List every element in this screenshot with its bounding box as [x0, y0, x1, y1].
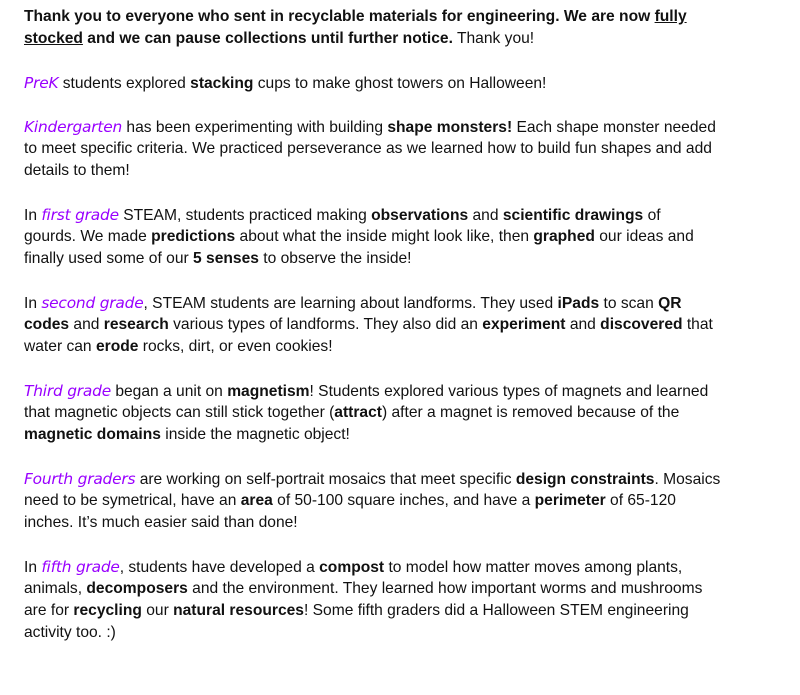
newsletter-body	[24, 6, 776, 644]
text-run: Each shape monster needed	[512, 119, 716, 136]
text-run: fully	[654, 8, 687, 25]
paragraph-prek	[24, 72, 776, 94]
text-run: area	[240, 492, 273, 509]
text-run: that	[682, 316, 713, 333]
text-run: compost	[319, 559, 385, 576]
text-run: experiment	[482, 316, 566, 333]
text-run: to scan	[599, 295, 659, 312]
text-run: graphed	[533, 228, 595, 245]
paragraph-fourth-grade	[24, 468, 776, 534]
text-run: and	[565, 316, 601, 333]
text-line	[24, 204, 776, 226]
text-run: to observe the inside!	[258, 250, 412, 267]
text-run: . Mosaics	[654, 471, 721, 488]
text-line	[24, 490, 776, 512]
text-run: inside the magnetic object!	[160, 426, 350, 443]
text-run: are working on self-portrait mosaics that meet specific	[135, 471, 516, 488]
text-run: of 65-120	[605, 492, 676, 509]
text-line	[24, 160, 776, 182]
text-run: ! Some fifth graders did a Halloween STEM engineering	[303, 602, 689, 619]
text-run: began a unit on	[111, 383, 228, 400]
text-run: students explored	[58, 75, 191, 92]
text-line	[24, 600, 776, 622]
text-run: , STEAM students are learning about landforms. They used	[143, 295, 558, 312]
text-line	[24, 6, 776, 28]
paragraph-third-grade	[24, 380, 776, 446]
grade-label: first grade	[41, 206, 119, 224]
text-run: animals,	[24, 580, 87, 597]
text-run: ! Students explored various types of magnets and learned	[309, 383, 709, 400]
text-run: recycling	[73, 602, 142, 619]
text-run: to meet specific criteria. We practiced perseverance as we learned how to build fun shapes and add	[24, 140, 712, 157]
text-run: finally used some of our	[24, 250, 194, 267]
text-line	[24, 556, 776, 578]
text-line	[24, 248, 776, 270]
grade-label: fifth grade	[41, 558, 120, 576]
text-run: magnetism	[227, 383, 310, 400]
text-run: STEAM, students practiced making	[118, 207, 372, 224]
text-run: various types of landforms. They also did an	[168, 316, 483, 333]
text-line	[24, 468, 776, 490]
text-run: 5 senses	[193, 250, 259, 267]
text-run: magnetic domains	[24, 426, 161, 443]
text-line	[24, 336, 776, 358]
text-run: cups to make ghost towers on Halloween!	[253, 75, 547, 92]
text-run: inches. It’s much easier said than done!	[24, 514, 298, 531]
grade-label: Kindergarten	[24, 118, 123, 136]
text-run: iPads	[557, 295, 600, 312]
text-run: research	[103, 316, 169, 333]
paragraph-kindergarten	[24, 116, 776, 182]
paragraph-intro	[24, 6, 776, 50]
text-run: erode	[95, 338, 139, 355]
grade-label: Fourth graders	[24, 470, 136, 488]
text-run: discovered	[600, 316, 683, 333]
text-line	[24, 424, 776, 446]
text-run: natural resources	[173, 602, 304, 619]
text-run: and the environment. They learned how important worms and mushrooms	[187, 580, 703, 597]
text-run: design constraints	[515, 471, 655, 488]
text-line	[24, 72, 776, 94]
text-run: that magnetic objects can still stick together (	[24, 404, 335, 421]
text-run: Thank you to everyone who sent in recyclable materials for engineering. We are now	[24, 8, 655, 25]
text-line	[24, 28, 776, 50]
paragraph-first-grade	[24, 204, 776, 270]
text-run: of	[643, 207, 661, 224]
text-run: , students have developed a	[119, 559, 320, 576]
text-run: Thank you!	[452, 30, 535, 47]
text-line	[24, 292, 776, 314]
text-run: stocked	[24, 30, 83, 47]
text-run: activity too. :)	[24, 624, 116, 641]
text-run: are for	[24, 602, 74, 619]
text-run: details to them!	[24, 162, 130, 179]
text-run: and	[69, 316, 104, 333]
text-run: rocks, dirt, or even cookies!	[138, 338, 333, 355]
text-run: decomposers	[86, 580, 188, 597]
text-run: In	[24, 559, 42, 576]
text-run: and	[468, 207, 503, 224]
text-run: has been experimenting with building	[122, 119, 388, 136]
text-run: stacking	[190, 75, 254, 92]
text-run: water can	[24, 338, 96, 355]
text-line	[24, 138, 776, 160]
grade-label: Third grade	[24, 382, 111, 400]
text-run: shape monsters!	[387, 119, 513, 136]
grade-label: PreK	[24, 74, 59, 92]
grade-label: second grade	[41, 294, 144, 312]
text-run: ) after a magnet is removed because of the	[381, 404, 680, 421]
text-run: QR	[658, 295, 682, 312]
text-run: our	[141, 602, 174, 619]
text-line	[24, 226, 776, 248]
text-line	[24, 578, 776, 600]
text-run: about what the inside might look like, then	[235, 228, 534, 245]
text-run: attract	[334, 404, 382, 421]
text-line	[24, 622, 776, 644]
text-run: to model how matter moves among plants,	[384, 559, 683, 576]
text-run: of 50-100 square inches, and have a	[272, 492, 535, 509]
paragraph-fifth-grade	[24, 556, 776, 644]
text-run: our ideas and	[594, 228, 694, 245]
text-run: In	[24, 295, 42, 312]
text-run: predictions	[151, 228, 236, 245]
text-line	[24, 402, 776, 424]
text-line	[24, 380, 776, 402]
text-line	[24, 512, 776, 534]
text-run: and we can pause collections until further notice.	[82, 30, 453, 47]
text-run: observations	[371, 207, 469, 224]
text-line	[24, 116, 776, 138]
text-run: gourds. We made	[24, 228, 152, 245]
paragraph-second-grade	[24, 292, 776, 358]
text-run: scientific drawings	[502, 207, 644, 224]
text-run: In	[24, 207, 42, 224]
text-run: perimeter	[534, 492, 606, 509]
text-run: codes	[24, 316, 70, 333]
text-run: need to be symetrical, have an	[24, 492, 241, 509]
text-line	[24, 314, 776, 336]
